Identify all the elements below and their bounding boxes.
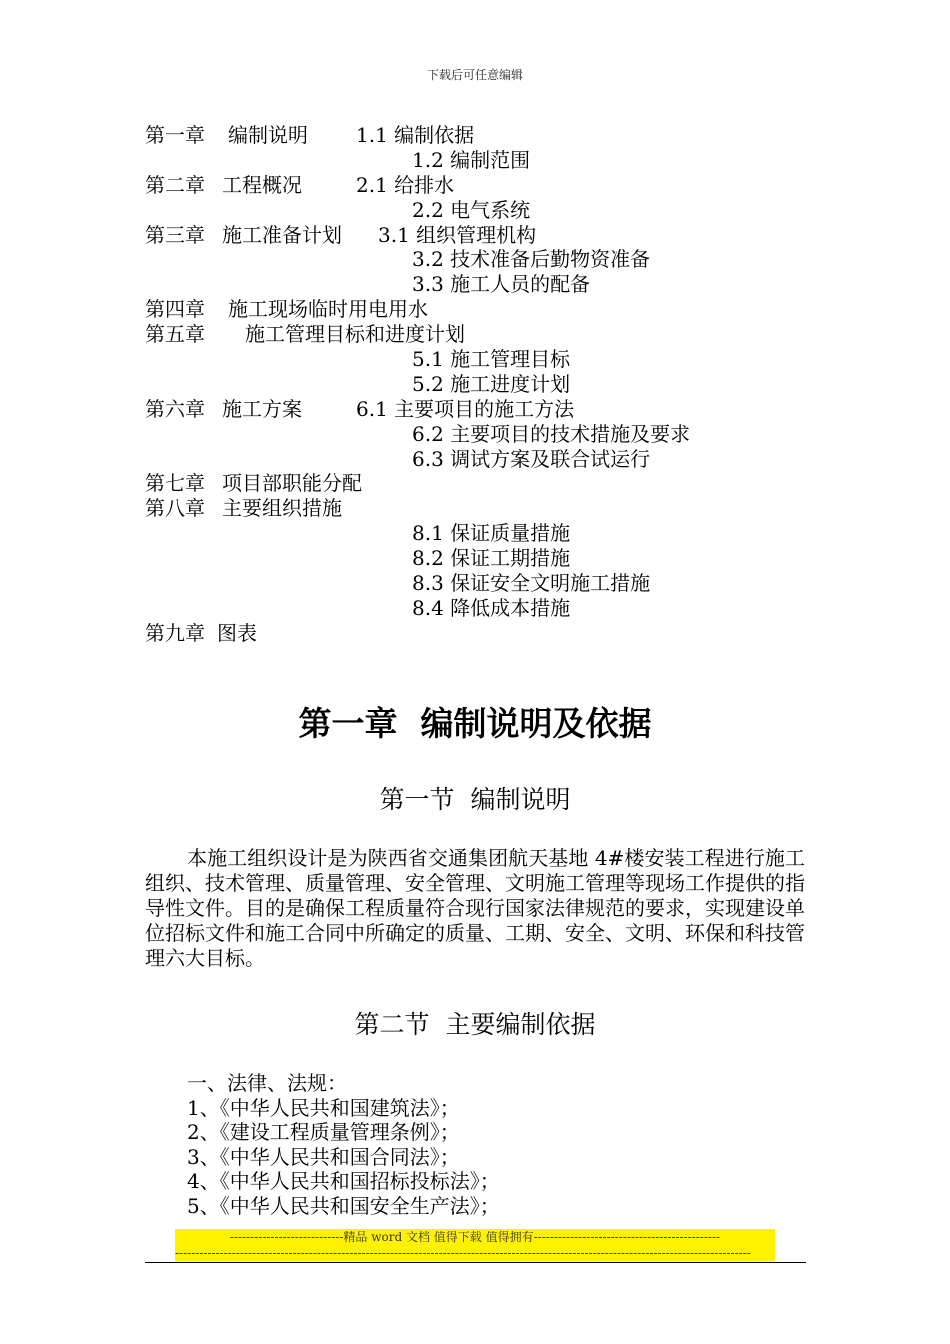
toc-row	[145, 596, 845, 621]
toc-row	[145, 223, 845, 248]
toc-row	[145, 198, 845, 223]
chapter-heading: 第一章 编制说明及依据	[298, 704, 652, 743]
toc-chapter-title: 主要组织措施	[222, 496, 342, 521]
toc-row	[145, 297, 845, 322]
toc-row	[145, 521, 845, 546]
toc-chapter-title: 施工现场临时用电用水	[228, 297, 428, 322]
toc-section: 8.1 保证质量措施	[412, 521, 571, 546]
toc-row	[145, 546, 845, 571]
list-item: 一、法律、法规：	[187, 1071, 347, 1095]
list-item: 4、《中华人民共和国招标投标法》；	[187, 1169, 500, 1193]
toc-row	[145, 496, 845, 521]
toc-row	[145, 447, 845, 472]
basis-list	[187, 1071, 807, 1218]
toc-section: 8.2 保证工期措施	[412, 546, 571, 571]
footer-banner-line: ----------------------------精品 word 文档 值得下载 值得拥有----------------------------------------------	[229, 1230, 721, 1244]
toc-chapter-title: 施工管理目标和进度计划	[245, 322, 465, 347]
toc-chapter: 第五章	[145, 322, 205, 347]
toc-chapter: 第六章	[145, 396, 205, 421]
toc-row	[145, 247, 845, 272]
toc-section: 3.2 技术准备后勤物资准备	[412, 247, 651, 272]
toc-section: 8.4 降低成本措施	[412, 595, 571, 620]
toc-section: 1.1 编制依据	[356, 123, 475, 147]
toc-section: 5.2 施工进度计划	[412, 371, 571, 396]
toc-chapter: 第一章	[145, 123, 205, 147]
toc-chapter: 第二章	[145, 172, 205, 197]
toc-chapter-title: 施工准备计划	[222, 222, 342, 247]
toc-row	[145, 347, 845, 372]
toc-section: 6.3 调试方案及联合试运行	[412, 446, 651, 471]
section-heading-1: 第一节 编制说明	[379, 785, 571, 814]
page-header-note: 下载后可任意编辑	[426, 68, 523, 82]
footer-banner	[175, 1229, 775, 1261]
toc-section: 1.2 编制范围	[412, 147, 531, 172]
toc-section: 5.1 施工管理目标	[412, 347, 571, 372]
toc-row	[145, 571, 845, 596]
toc-chapter: 第八章	[145, 496, 205, 521]
section-1-paragraph: 本施工组织设计是为陕西省交通集团航天基地 4#楼安装工程进行施工组织、技术管理、质量管理、安全管理、文明施工管理等现场工作提供的指导性文件。目的是确保工程质量符合现行国家法律规范的要求，实现建设单位招标文件和施工合同中所确定的质量、工期、安全、文明、环保和科技管理六大目标。	[145, 846, 805, 970]
toc-row	[145, 621, 845, 646]
toc-row	[145, 397, 845, 422]
toc-section: 3.1 组织管理机构	[378, 222, 537, 247]
list-item: 1、《中华人民共和国建筑法》；	[187, 1095, 460, 1120]
toc-section: 2.2 电气系统	[412, 197, 531, 222]
toc-row	[145, 272, 845, 297]
toc-row	[145, 322, 845, 347]
toc-row	[145, 422, 845, 447]
section-heading-2: 第二节 主要编制依据	[354, 1010, 596, 1039]
list-item: 3、《中华人民共和国合同法》；	[187, 1144, 460, 1169]
footer-banner-line: ----------------------------------------------------------------------------------------------------------------------------------------------	[175, 1246, 751, 1260]
toc-section: 8.3 保证安全文明施工措施	[412, 571, 651, 596]
list-item: 2、《建设工程质量管理条例》；	[187, 1120, 460, 1144]
toc-section: 6.2 主要项目的技术措施及要求	[412, 421, 691, 446]
toc-chapter-title: 项目部职能分配	[222, 471, 362, 496]
toc-section: 6.1 主要项目的施工方法	[356, 396, 575, 421]
toc-row	[145, 471, 845, 496]
toc-chapter-title: 施工方案	[222, 396, 302, 421]
footer-divider	[145, 1262, 806, 1263]
toc-chapter-title: 工程概况	[222, 172, 302, 197]
table-of-contents	[145, 123, 845, 646]
list-item: 5、《中华人民共和国安全生产法》；	[187, 1193, 500, 1218]
toc-chapter: 第四章	[145, 297, 205, 322]
toc-row	[145, 148, 845, 173]
toc-chapter-title: 编制说明	[228, 123, 308, 147]
toc-chapter: 第七章	[145, 471, 205, 496]
toc-chapter: 第九章	[145, 620, 205, 645]
toc-chapter-title: 图表	[217, 620, 257, 645]
toc-chapter: 第三章	[145, 222, 205, 247]
toc-row	[145, 372, 845, 397]
toc-section: 3.3 施工人员的配备	[412, 272, 591, 297]
toc-row	[145, 173, 845, 198]
toc-row	[145, 123, 845, 148]
toc-section: 2.1 给排水	[356, 172, 455, 197]
